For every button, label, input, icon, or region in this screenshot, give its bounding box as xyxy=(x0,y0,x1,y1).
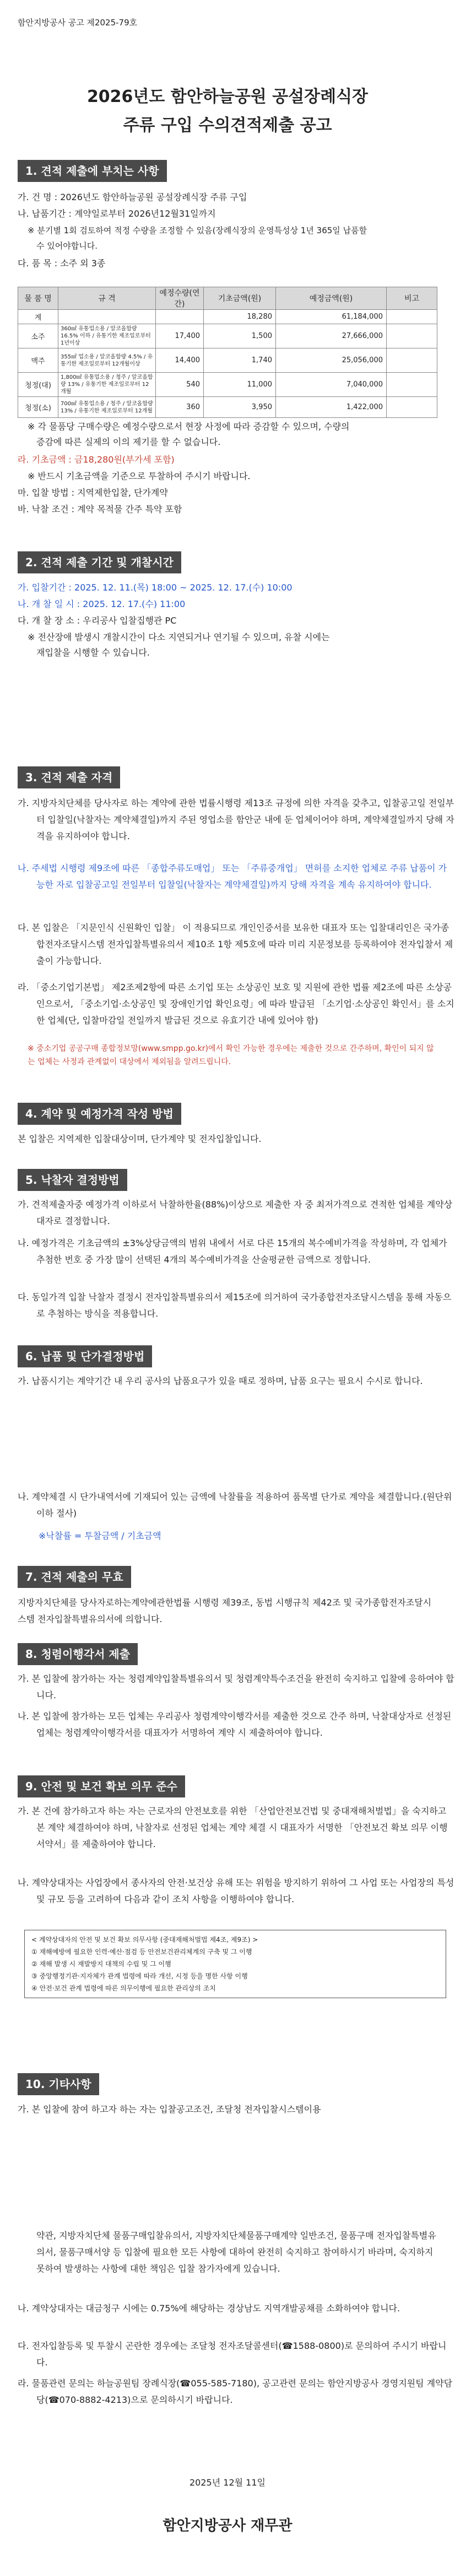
s1-delivery-period: 나. 납품기간 : 계약일로부터 2026년12월31일까지 xyxy=(18,208,216,219)
cell-spec: 355㎖ 업소용 / 알코올함량 4.5% / 유통기한 제조일로부터 12개월이상 xyxy=(58,348,156,373)
table-row xyxy=(18,324,437,348)
cell-name: 청정(대) xyxy=(18,373,58,397)
s2-bid-period: 가. 입찰기간 : 2025. 12. 11.(목) 18:00 ~ 2025. 12. 17.(수) 10:00 xyxy=(18,582,292,593)
s6-formula: ※낙찰률 = 투찰금액 / 기초금액 xyxy=(39,1531,161,1541)
table-row xyxy=(18,397,437,418)
s1-condition: 바. 낙찰 조건 : 계약 목적물 간주 특약 포함 xyxy=(18,504,182,514)
section-1-heading: 1. 견적 제출에 부치는 사항 xyxy=(18,160,167,182)
s2-note: ※ 전산장애 발생시 개찰시간이 다소 지연되거나 연기될 수 있으며, 유찰 시에는 xyxy=(28,632,330,642)
s5-p2: 나. 예정가격은 기초금액의 ±3%상당금액의 범위 내에서 서로 다른 15개의 복수예비가격을 작성하며, 각 업체가 추첨한 번호 중 가장 많이 선택된 4개의 복수예비가격을 산술평균한 금액으로 정합니다. xyxy=(18,1238,447,1265)
th-basic: 기초금액(원) xyxy=(204,287,276,310)
s8-p2: 나. 본 입찰에 참가하는 모든 업체는 우리공사 청렴계약이행각서를 제출한 것으로 간주 하며, 낙찰대상자로 선정된 업체는 청렴계약이행각서를 대표자가 서명하여 계약 시 제출하여야 합니다. xyxy=(18,1711,452,1738)
section-7-heading: 7. 견적 제출의 무효 xyxy=(18,1566,131,1588)
section-6-heading: 6. 납품 및 단가결정방법 xyxy=(18,1345,152,1367)
section-5-heading: 5. 낙찰자 결정방법 xyxy=(18,1169,127,1191)
section-4-heading: 4. 계약 및 예정가격 작성 방법 xyxy=(18,1103,181,1125)
page-title-line2: 주류 구입 수의견적제출 공고 xyxy=(123,116,332,135)
cell-spec: 700㎖ 유통업소용 / 청주 / 알코올함량 13% / 유통기한 제조일로부터 12개월 xyxy=(58,397,156,418)
s8-p1: 가. 본 입찰에 참가하는 자는 청렴계약입찰특별유의서 및 청렴계약특수조건을 완전히 숙지하고 입찰에 응하여야 합니다. xyxy=(18,1673,454,1700)
cell-basic: 3,950 xyxy=(204,397,276,418)
s2-note-cont: 재입찰을 시행할 수 있습니다. xyxy=(36,647,150,658)
cell-qty: 14,400 xyxy=(156,348,204,373)
s9-box-title: < 계약상대자의 안전 및 보건 확보 의무사항 (중대재해처벌법 제4조, 제9조) > xyxy=(31,1936,258,1944)
cell-name: 청정(소) xyxy=(18,397,58,418)
quote-table xyxy=(18,287,437,418)
s10-p2: 약관, 지방자치단체 물품구매입찰유의서, 지방자치단체물품구매계약 일반조건, 물품구매 전자입찰특별유의서, 물품구매서양 등 입찰에 필요한 모든 사항에 대하여 완전히 숙지하고 참여하시기 바라며, 숙지하지 못하여 발생하는 사항에 대한 책임은 입찰 참가자에게 있습니다. xyxy=(36,2230,436,2274)
section-3-heading: 3. 견적 제출 자격 xyxy=(18,766,120,788)
th-product: 물 품 명 xyxy=(18,287,58,310)
s6-p2: 나. 계약체결 시 단가내역서에 기재되어 있는 금액에 낙찰률을 적용하여 품목별 단가로 계약을 체결합니다.(원단위이하 절사) xyxy=(18,1491,452,1518)
s1-note-quarterly: ※ 분기별 1회 검토하여 적정 수량을 조정할 수 있음(장례식장의 운영특성상 1년 365일 납품할 xyxy=(28,226,367,235)
s6-p1: 가. 납품시기는 계약기간 내 우리 공사의 납품요구가 있을 때로 정하며, 납품 요구는 필요시 수시로 합니다. xyxy=(18,1376,423,1386)
s3-p3: 다. 본 입찰은 「지문인식 신원확인 입찰」 이 적용되므로 개인인증서를 보유한 대표자 또는 입찰대리인은 국가종합전자조달시스템 전자입찰특별유의서 제10조 1항 제5호에 따라 미리 지문정보를 등록하여야 전자입찰서 제출이 가능합니다. xyxy=(18,922,453,966)
s9-obligation-box xyxy=(24,1930,446,1998)
section-9-heading: 9. 안전 및 보건 확보 의무 준수 xyxy=(18,1775,185,1797)
s1-item-name: 가. 건 명 : 2026년도 함안하늘공원 공설장례식장 주류 구입 xyxy=(18,192,247,202)
s5-p3: 다. 동일가격 입찰 낙찰자 결정시 전자입찰특별유의서 제15조에 의거하여 국가종합전자조달시스템을 통해 자동으로 추첨하는 방식을 적용합니다. xyxy=(18,1292,452,1319)
s1-note-quantity: ※ 각 물품당 구매수량은 예정수량으로서 현장 사정에 따라 증감할 수 있으며, 수량의 xyxy=(28,421,350,432)
s9-box-item: ② 재해 발생 시 재발방지 대책의 수립 및 그 이행 xyxy=(31,1960,171,1968)
cell-basic: 1,740 xyxy=(204,348,276,373)
total-basic: 18,280 xyxy=(204,310,276,324)
cell-expected: 7,040,000 xyxy=(276,373,387,397)
th-remark: 비고 xyxy=(387,287,437,310)
table-row-total xyxy=(18,310,437,324)
s1-note-basis: ※ 반드시 기초금액을 기준으로 투찰하여 주시기 바랍니다. xyxy=(28,471,251,481)
cell-qty: 360 xyxy=(156,397,204,418)
total-label: 계 xyxy=(18,310,58,324)
footer-date: 2025년 12월 11일 xyxy=(189,2477,266,2488)
s3-p1: 가. 지방자치단체를 당사자로 하는 계약에 관한 법률시행령 제13조 규정에 의한 자격을 갖추고, 입찰공고일 전일부터 입찰일(낙찰자는 계약체결일)까지 주된 영업소를 함안군 내에 둔 업체이어야 하며, 계약체결일까지 당해 자격을 유지하여야 합니다. xyxy=(18,798,454,841)
cell-name: 맥주 xyxy=(18,348,58,373)
s3-p5: ※ 중소기업 공공구매 종합정보망(www.smpp.go.kr)에서 확인 가능한 경우에는 제출한 것으로 간주하며, 확인이 되지 않는 업체는 사정과 관계없이 대상에서 제외됨을 알려드립니다. xyxy=(28,1044,434,1066)
page-title-line1: 2026년도 함안하늘공원 공설장례식장 xyxy=(86,87,369,106)
cell-spec: 360㎖ 유통업소용 / 알코올함량 16.5% 이하 / 유통기한 제조일로부터 1년이상 xyxy=(58,324,156,348)
s2-open-place: 다. 개 찰 장 소 : 우리공사 입찰집행관 PC xyxy=(18,615,177,626)
th-qty: 예정수량(연간) xyxy=(156,287,204,310)
s1-note-quantity-cont: 증감에 따른 실제의 이의 제기를 할 수 없습니다. xyxy=(36,437,221,447)
section-10-heading: 10. 기타사항 xyxy=(18,2073,99,2095)
s1-method: 마. 입찰 방법 : 지역제한입찰, 단가계약 xyxy=(18,487,168,498)
table-row xyxy=(18,348,437,373)
s4-l1: 본 입찰은 지역제한 입찰대상이며, 단가계약 및 전자입찰입니다. xyxy=(18,1134,262,1144)
section-2-heading: 2. 견적 제출 기간 및 개찰시간 xyxy=(18,551,181,573)
cell-qty: 17,400 xyxy=(156,324,204,348)
cell-qty: 540 xyxy=(156,373,204,397)
cell-name: 소주 xyxy=(18,324,58,348)
s9-box-item: ③ 중앙행정기관·지자체가 관계 법령에 따라 개선, 시정 등을 명한 사항 이행 xyxy=(31,1972,248,1980)
s9-box-item: ④ 안전·보건 관계 법령에 따른 의무이행에 필요한 관리상의 조치 xyxy=(31,1984,216,1992)
cell-expected: 25,056,000 xyxy=(276,348,387,373)
s1-products: 다. 품 목 : 소주 외 3종 xyxy=(18,258,106,269)
s3-p4: 라. 「중소기업기본법」 제2조제2항에 따른 소기업 또는 소상공인 보호 및 지원에 관한 법률 제2조에 따른 소상공인으로서, 「중소기업·소상공인 및 장애인기업 확인요령」에 따라 발급된 「소기업·소상공인 확인서」를 소지한 업체(단, 입찰마감일 전일까지 발급된 것으로 유효기간 내에 있어야 함) xyxy=(18,982,454,1026)
cell-basic: 1,500 xyxy=(204,324,276,348)
s2-open-datetime: 나. 개 찰 일 시 : 2025. 12. 17.(수) 11:00 xyxy=(18,599,186,609)
s9-p2: 나. 계약상대자는 사업장에서 종사자의 안전·보건상 유해 또는 위험을 방지하기 위하여 그 사업 또는 사업장의 특성 및 규모 등을 고려하여 다음과 같이 조치 사항을 이행하여야 합니다. xyxy=(18,1877,454,1904)
s9-p1: 가. 본 건에 참가하고자 하는 자는 근로자의 안전보호를 위한 「산업안전보건법 및 중대재해처벌법」을 숙지하고 본 계약 체결하여야 하며, 낙찰자로 선정된 업체는 계약 체결 시 대표자가 서명한 「안전보건 확보 의무 이행서약서」를 제출하여야 합니다. xyxy=(18,1806,448,1849)
th-spec: 규 격 xyxy=(58,287,156,310)
total-expected: 61,184,000 xyxy=(276,310,387,324)
s9-box-item: ① 재해예방에 필요한 인력·예산·점검 등 안전보건관리체계의 구축 및 그 이행 xyxy=(31,1948,252,1956)
s7-p1: 지방자치단체를 당사자로하는계약에관한법률 시행령 제39조, 동법 시행규칙 제42조 및 국가종합전자조달시스템 전자입찰특별유의서에 의합니다. xyxy=(18,1597,432,1624)
table-row xyxy=(18,373,437,397)
section-8-heading: 8. 청렴이행각서 제출 xyxy=(18,1643,138,1665)
s1-note-quarterly-cont: 수 있어야합니다. xyxy=(36,241,98,251)
s10-p1: 가. 본 입찰에 참여 하고자 하는 자는 입찰공고조건, 조달청 전자입찰시스템이용 xyxy=(18,2104,321,2115)
cell-expected: 1,422,000 xyxy=(276,397,387,418)
s10-p4: 다. 전자입찰등록 및 투찰시 곤란한 경우에는 조달청 전자조달콜센터(☎1588-0800)로 문의하여 주시기 바랍니다. xyxy=(18,2341,447,2368)
document-number: 함안지방공사 공고 제2025-79호 xyxy=(18,18,138,28)
th-expected: 예정금액(원) xyxy=(276,287,387,310)
footer-org: 함안지방공사 재무관 xyxy=(162,2518,292,2534)
s1-basic-price: 라. 기초금액 : 금18,280원(부가세 포함) xyxy=(18,454,175,465)
s3-p2: 나. 주세법 시행령 제9조에 따른 「종합주류도매업」 또는 「주류중개업」 면허를 소지한 업체로 주류 납품이 가능한 자로 입찰공고일 전일부터 입찰일(낙찰자는 계약체결일)까지 당해 자격을 계속 유지하여야 합니다. xyxy=(18,863,447,890)
cell-basic: 11,000 xyxy=(204,373,276,397)
s10-p3: 나. 계약상대자는 대금청구 시에는 0.75%에 해당하는 경상남도 지역개발공채를 소화하여야 합니다. xyxy=(18,2303,400,2314)
s10-p5: 라. 물품관련 문의는 하늘공원팀 장례식장(☎055-585-7180), 공고관련 문의는 함안지방공사 경영지원팀 계약담당(☎070-8882-4213)으로 문의하시기 바랍니다. xyxy=(18,2378,453,2405)
s5-p1: 가. 견적제출자중 예정가격 이하로서 낙찰하한율(88%)이상으로 제출한 자 중 최저가격으로 견적한 업체를 계약상대자로 결정합니다. xyxy=(18,1199,453,1226)
cell-spec: 1,800㎖ 유통업소용 / 청주 / 알코올함량 13% / 유통기한 제조일로부터 12개월 xyxy=(58,373,156,397)
cell-expected: 27,666,000 xyxy=(276,324,387,348)
